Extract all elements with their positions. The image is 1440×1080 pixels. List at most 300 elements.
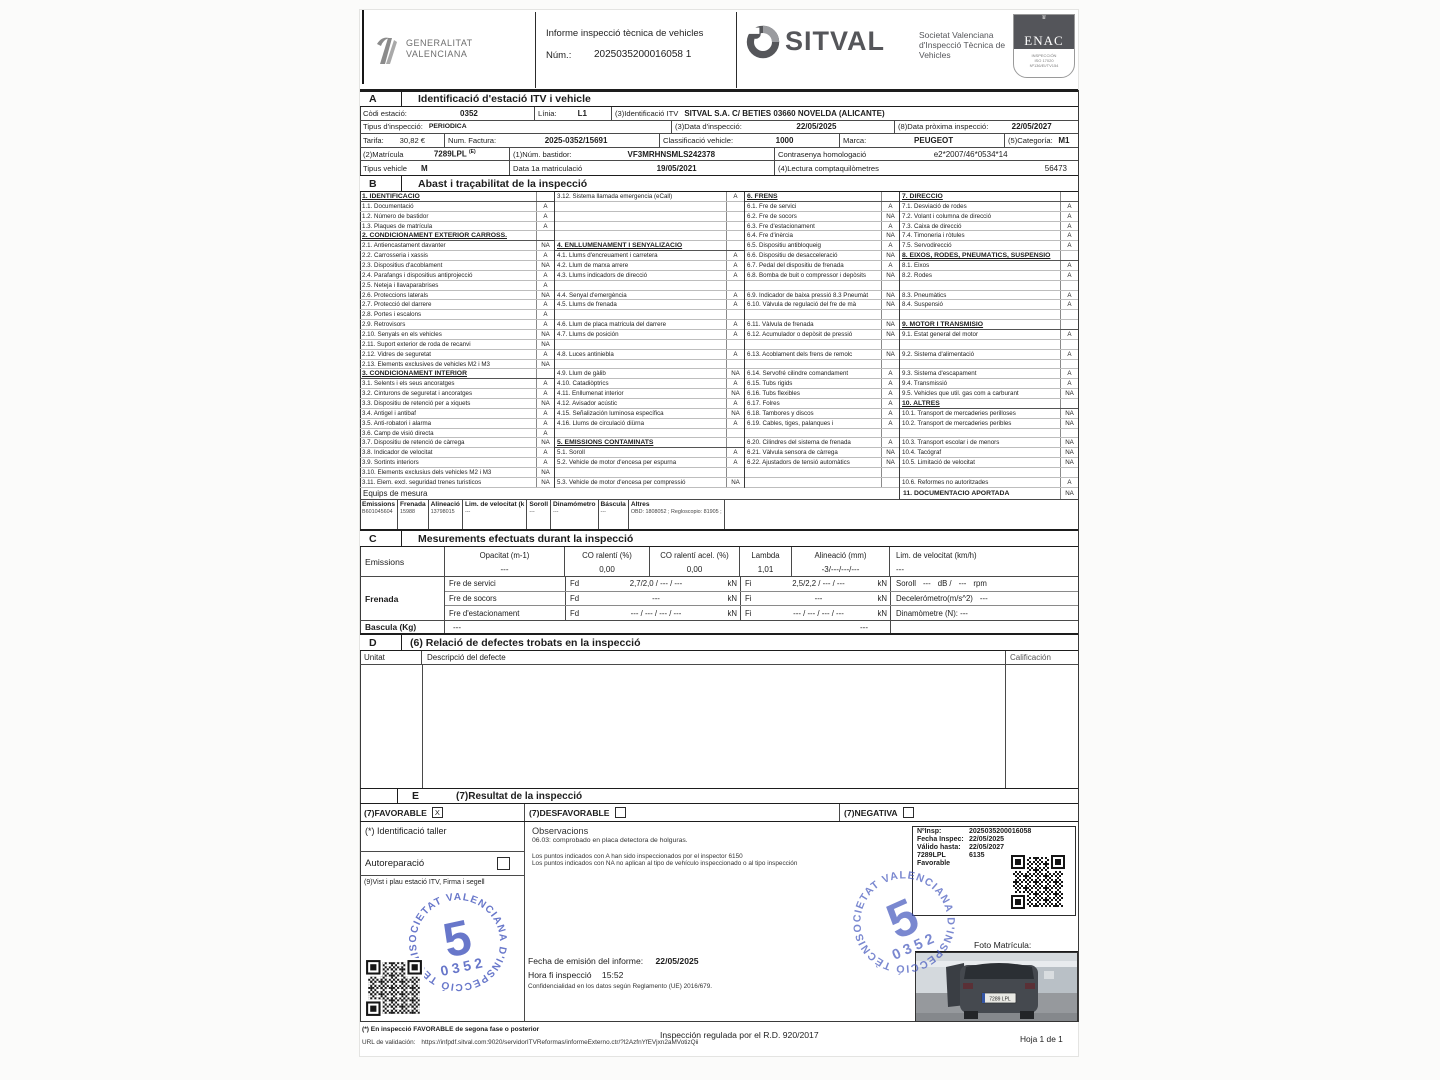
fi-label: Fi: [745, 579, 752, 589]
doc11-result: NA: [1060, 488, 1078, 499]
checklist-row: [900, 409, 1078, 419]
matricula-value: 7289LPL $^{(E)}$: [433, 149, 476, 159]
checklist-row: [555, 419, 744, 429]
opacitat-header: Opacitat (m-1): [479, 550, 530, 560]
checklist-item-result: A: [726, 379, 744, 388]
checklist-item-result: NA: [536, 291, 554, 300]
section-e-letter: E: [412, 790, 420, 802]
section-b-letter: B: [360, 176, 402, 191]
contrasenya-label: Contrasenya homologació: [778, 149, 867, 159]
checklist-row: [745, 389, 899, 399]
factura-label: Num. Factura:: [448, 135, 497, 145]
checklist-row: [360, 271, 554, 281]
checklist-row: [745, 340, 899, 350]
summary-inspector-number: 6135: [969, 852, 985, 859]
checklist-row: [555, 389, 744, 399]
checklist-item-label: 3.8. Indicador de velocitat: [362, 449, 433, 457]
checklist-item-result: NA: [536, 399, 554, 408]
checklist-row: [360, 241, 554, 251]
checklist-item-label: 6.9. Indicador de baixa pressió 8.3 Pneumàt: [747, 291, 869, 299]
bastidor-label: (1)Núm. bastidor:: [513, 149, 572, 159]
checklist-item-label: 6.13. Acoblament dels frens de remolc: [747, 350, 853, 358]
checklist-item-label: 2.10. Senyals en els vehicles: [362, 330, 442, 338]
negativa-checkbox: [903, 807, 914, 818]
checklist-row: [555, 231, 744, 241]
fi-label: Fi: [745, 594, 752, 603]
checklist-item-label: 3.6. Camp de visió directa: [362, 429, 434, 437]
checklist-item-result: [1060, 310, 1078, 319]
checklist-item-label: 3.12. Sistema llamada emergencia (eCall): [557, 192, 673, 200]
checklist-item-result: A: [1060, 202, 1078, 211]
checklist-row: [745, 251, 899, 261]
observacions-line-3: Los puntos indicados con NA no aplican al tipo de vehículo inspeccionado o al tipo inspección: [532, 860, 798, 867]
footer-page-number: Hoja 1 de 1: [1020, 1034, 1063, 1044]
defects-table-header: [360, 651, 1078, 665]
checklist-item-label: 6.2. Fre de socors: [747, 212, 797, 220]
checklist-item-result: NA: [536, 241, 554, 250]
checklist-item-label: 3.2. Cinturons de seguretat i ancoratges: [362, 390, 473, 398]
linia-label: Línia:: [538, 108, 557, 118]
tipus-vehicle-label: Tipus vehicle: [363, 163, 408, 173]
checklist-item-label: 1. IDENTIFICACIÓ: [362, 192, 420, 200]
section-c-bar: [360, 530, 1078, 547]
equipment-name: Dinamómetro: [553, 501, 596, 508]
checklist-item-label: 2.12. Vidres de seguretat: [362, 350, 432, 358]
checklist-row: [745, 281, 899, 291]
checklist-item-result: A: [1060, 231, 1078, 240]
equips-title: Equips de mesura: [360, 488, 900, 500]
checklist-item-result: NA: [881, 300, 899, 309]
checklist-row: [900, 251, 1078, 261]
a-row-5: [360, 161, 1078, 175]
checklist-item-result: A: [536, 320, 554, 329]
emision-value: 22/05/2025: [655, 956, 699, 966]
checklist-row: [745, 429, 899, 439]
hora-label: Hora fi inspecció: [528, 970, 592, 980]
lambda-value: 1,01: [757, 564, 774, 574]
enac-sub1: INSPECCIÓN: [1031, 53, 1057, 58]
checklist-item-label: 6.8. Bomba de buit o compressor i depòsits: [747, 271, 867, 279]
checklist-row: [900, 429, 1078, 439]
equipment-name: Altres: [630, 501, 650, 508]
checklist-row: [360, 212, 554, 222]
checklist-item-result: NA: [536, 438, 554, 447]
checklist-row: [900, 360, 1078, 370]
confidencialidad-note: Confidencialidad en los datos según Reglamento (UE) 2016/679.: [528, 983, 713, 990]
decelerometro-label: Decelerómetro(m/s^2): [896, 594, 973, 603]
checklist-item-result: [726, 281, 744, 290]
checklist-item-result: [726, 360, 744, 369]
checklist-item-result: [881, 192, 899, 201]
defects-table-body: [360, 665, 1078, 788]
checklist-row: [900, 231, 1078, 241]
checklist-item-label: 3.10. Elements exclusius dels vehicles M2 i M3: [362, 468, 492, 476]
checklist-row: [360, 222, 554, 232]
checklist-item-label: 9.3. Sistema d'escapament: [902, 370, 977, 378]
checklist-item-result: [726, 429, 744, 438]
ident-label: (3)Identificació ITV: [615, 108, 679, 118]
checklist-row: [360, 478, 554, 488]
checklist-row: [555, 241, 744, 251]
checklist-col-3: [745, 192, 900, 487]
checklist-row: [745, 261, 899, 271]
checklist-item-label: 6.14. Servofré cilindre comandament: [747, 370, 849, 378]
checklist-item-label: 5.3. Vehicle de motor d'encesa per compressió: [557, 478, 686, 486]
checklist-item-label: 7.5. Servodirecció: [902, 242, 952, 250]
checklist-item-label: 6.10. Vàlvula de regulació del fre de mà: [747, 301, 857, 309]
equipment-box: [398, 500, 429, 529]
fre-socors-fi-value: ---: [814, 594, 823, 603]
decelerometro-value: ---: [979, 594, 988, 603]
checklist-item-label: 2.11. Suport exterior de roda de recanvi: [362, 340, 471, 348]
fi-label: Fi: [745, 608, 752, 618]
checklist-row: [360, 360, 554, 370]
checklist-item-label: 3.1. Selents i els seus ancoratges: [362, 380, 455, 388]
checklist-item-result: A: [536, 458, 554, 467]
checklist-item-label: 2.5. Neteja i llavaparabrises: [362, 281, 439, 289]
checklist-item-label: 1.2. Número de bastidor: [362, 212, 429, 220]
gv-name-line1: GENERALITAT: [406, 38, 473, 48]
checklist-item-result: A: [1060, 291, 1078, 300]
categoria-label: (5)Categoría:: [1008, 135, 1053, 145]
checklist-row: [900, 369, 1078, 379]
checklist-item-label: 4.8. Luces antiniebla: [557, 350, 614, 358]
checklist-item-result: NA: [881, 212, 899, 221]
equipment-name: Soroll: [529, 501, 549, 508]
checklist-col-1: [360, 192, 555, 487]
negativa-label: (7)NEGATIVA: [844, 807, 898, 818]
checklist-item-result: NA: [881, 271, 899, 280]
alineacio-value: -3/---/---/---: [821, 564, 860, 574]
proxima-label: (8)Data pròxima inspecció:: [898, 122, 989, 132]
footer-regulation: Inspección regulada por el R.D. 920/2017: [660, 1030, 819, 1040]
checklist-item-result: A: [536, 448, 554, 457]
checklist-item-result: A: [1060, 241, 1078, 250]
desfavorable-label: (7)DESFAVORABLE: [529, 807, 610, 818]
equipment-box: [527, 500, 551, 529]
checklist-item-label: 8.4. Suspensió: [902, 301, 943, 309]
checklist-row: [360, 281, 554, 291]
equipment-name: Báscula: [600, 501, 626, 508]
checklist-row: [360, 320, 554, 330]
categoria-value: M1: [1058, 135, 1070, 145]
checklist-row: [555, 429, 744, 439]
checklist-item-result: A: [536, 212, 554, 221]
emision-label: Fecha de emisión del informe:: [528, 956, 644, 966]
checklist-row: [555, 271, 744, 281]
checklist-item-result: NA: [536, 468, 554, 477]
codi-value: 0352: [460, 108, 478, 118]
checklist-row: [360, 468, 554, 478]
section-e-title: (7)Resultat de la inspecció: [456, 790, 583, 802]
checklist-item-label: 2.9. Retrovisors: [362, 321, 406, 329]
checklist-item-result: A: [726, 271, 744, 280]
checklist-item-result: A: [536, 281, 554, 290]
checklist-row: [900, 468, 1078, 478]
sitval-logo-icon: [745, 24, 781, 60]
checklist-item-label: 10. ALTRES: [902, 399, 940, 407]
kn-unit: kN: [727, 594, 737, 603]
section-a-title: Identificació d'estació ITV i vehicle: [418, 93, 591, 105]
checklist-item-result: [726, 202, 744, 211]
tarifa-label: Tarifa:: [363, 135, 384, 145]
checklist-row: [745, 409, 899, 419]
lambda-header: Lambda: [751, 550, 780, 560]
proxima-value: 22/05/2027: [1011, 122, 1052, 132]
data-inspeccio-label: (3)Data d'inspecció:: [675, 122, 742, 132]
ninsp-value: 2025035200016058: [969, 828, 1032, 835]
checklist-item-label: 6.3. Fre d'estacionament: [747, 222, 815, 230]
ninsp-label: NºInsp:: [917, 828, 942, 835]
checklist-row: [745, 379, 899, 389]
gv-name-line2: VALENCIANA: [406, 49, 468, 59]
tipus-value: PERIODICA: [428, 123, 467, 131]
checklist-row: [360, 438, 554, 448]
section-c-letter: C: [360, 531, 402, 546]
checklist-item-label: 6.22. Ajustadors de tensió automàtics: [747, 459, 850, 467]
checklist-row: [555, 192, 744, 202]
checklist-item-result: A: [726, 330, 744, 339]
checklist-item-label: 8.2. Rodes: [902, 271, 932, 279]
opacitat-value: ---: [500, 564, 509, 574]
checklist-item-result: A: [726, 192, 744, 201]
checklist-row: [745, 419, 899, 429]
checklist-item-result: A: [726, 448, 744, 457]
checklist-row: [745, 320, 899, 330]
checklist-item-result: NA: [726, 409, 744, 418]
checklist-item-label: 2.7. Protecció del darrere: [362, 301, 432, 309]
checklist-item-result: A: [1060, 261, 1078, 270]
fre-servici-label: Fre de servici: [449, 579, 496, 589]
checklist-item-label: 9.2. Sistema d'alimentació: [902, 350, 975, 358]
tarifa-value: 30,82 €: [399, 135, 426, 145]
checklist-col-2: [555, 192, 745, 487]
equipment-serial: ---: [464, 509, 471, 515]
checklist-row: [900, 448, 1078, 458]
section-b-bar: [360, 175, 1078, 192]
checklist-item-label: 3.7. Dispositiu de retenció de càrrega: [362, 439, 465, 447]
checklist-row: [745, 448, 899, 458]
kn-unit: kN: [877, 594, 887, 603]
informe-title: Informe inspecció tècnica de vehicles: [546, 28, 704, 39]
ident-value: SITVAL S.A. C/ BETIES 03660 NOVELDA (ALICANTE): [684, 108, 885, 118]
documentacio-aportada-row: [900, 488, 1078, 500]
checklist-item-result: A: [1060, 350, 1078, 359]
checklist-item-result: NA: [881, 448, 899, 457]
bottom-block: [360, 822, 1078, 1022]
checklist-item-result: A: [726, 399, 744, 408]
checklist-item-result: A: [726, 251, 744, 260]
checklist-item-label: 8.1. Eixos: [902, 261, 930, 269]
soroll-label: Soroll: [896, 579, 916, 589]
checklist-item-result: NA: [881, 251, 899, 260]
equipment-serial: ---: [553, 509, 559, 515]
enac-sub2: ISO 17020: [1034, 58, 1054, 63]
checklist-row: [900, 281, 1078, 291]
section-d-letter: D: [360, 635, 402, 650]
kn-unit: kN: [727, 579, 737, 589]
checklist-row: [900, 320, 1078, 330]
checklist-row: [360, 379, 554, 389]
enac-name: ENAC: [1024, 33, 1064, 48]
checklist-row: [900, 340, 1078, 350]
a-row-1: [360, 107, 1078, 121]
checklist-item-result: NA: [536, 330, 554, 339]
checklist-item-label: 10.6. Reformes no autoritzades: [902, 478, 989, 486]
document-page: [360, 10, 1078, 1056]
valido-hasta-label: Válido hasta:: [917, 844, 961, 851]
checklist-item-label: 7. DIRECCIÓ: [902, 192, 943, 200]
a-row-2: [360, 121, 1078, 135]
lim-velocitat-value: ---: [896, 564, 904, 574]
checklist-item-result: A: [726, 300, 744, 309]
checklist-row: [360, 251, 554, 261]
co-acel-header: CO ralentí acel. (%): [660, 550, 729, 560]
checklist-item-result: A: [1060, 300, 1078, 309]
checklist-item-label: 9.1. Estat general del motor: [902, 330, 979, 338]
db-unit: dB /: [937, 579, 952, 589]
checklist-row: [745, 192, 899, 202]
frenada-row-label: Frenada: [360, 577, 445, 620]
checklist-item-label: 6.20. Cilindres del sistema de frenada: [747, 439, 851, 447]
checklist-row: [555, 202, 744, 212]
checklist-item-result: A: [881, 438, 899, 447]
fre-servici-row: [445, 577, 1078, 592]
checklist-item-result: A: [881, 389, 899, 398]
checklist-item-result: A: [726, 458, 744, 467]
autoreparacio-label: Autoreparació: [365, 858, 425, 869]
checklist-item-result: [726, 212, 744, 221]
checklist-item-label: 2.1. Antiencastament davanter: [362, 242, 446, 250]
section-c-title: Mesurements efectuats durant la inspecció: [418, 532, 634, 545]
equipment-name: Alineació: [430, 501, 460, 508]
checklist-item-label: 10.1. Transport de mercaderies perilloses: [902, 409, 1016, 417]
identificacio-taller-label: (*) Identificació taller: [360, 822, 524, 852]
checklist-item-label: 3.3. Dispositiu de retenció per a xiquets: [362, 399, 471, 407]
fd-label: Fd: [570, 594, 580, 603]
checklist-item-label: 3.11. Elem. excl. seguridad trenes turisticos: [362, 478, 482, 486]
checklist-item-result: [881, 468, 899, 477]
photo-license-plate: 7289 LPL: [989, 996, 1011, 1003]
contrasenya-value: e2*2007/46*0534*14: [933, 149, 1008, 159]
checklist-item-result: A: [726, 261, 744, 270]
checklist-item-result: A: [536, 271, 554, 280]
footer-url-row: [362, 1039, 698, 1046]
checklist-item-result: A: [536, 310, 554, 319]
checklist-row: [555, 458, 744, 468]
checklist-item-result: A: [726, 419, 744, 428]
autoreparacio-row: [360, 852, 524, 876]
checklist-row: [745, 271, 899, 281]
matriculacio-label: Data 1a matriculació: [513, 163, 583, 173]
checklist-item-result: [881, 478, 899, 487]
bascula-divider: [890, 621, 891, 633]
checklist-row: [745, 468, 899, 478]
checklist-item-result: A: [536, 389, 554, 398]
checklist-row: [555, 409, 744, 419]
checklist-item-label: 4.16. Llums de circulació diürna: [557, 419, 645, 427]
checklist-row: [745, 330, 899, 340]
validation-qr-code: [1009, 853, 1067, 911]
favorable-label: (7)FAVORABLE: [364, 807, 427, 818]
checklist-row: [555, 478, 744, 488]
checklist-item-result: A: [726, 350, 744, 359]
checklist-row: [900, 271, 1078, 281]
checklist-row: [360, 389, 554, 399]
checklist-item-result: [1060, 320, 1078, 329]
checklist-item-result: [881, 310, 899, 319]
footer-note: (*) En inspecció FAVORABLE de segona fase o posterior: [362, 1026, 540, 1033]
enac-sub3: Nº136/EI/TV154: [1029, 63, 1059, 68]
checklist-item-result: NA: [881, 320, 899, 329]
checklist-row: [900, 310, 1078, 320]
fecha-inspec-value: 22/05/2025: [969, 836, 1005, 843]
checklist-item-result: NA: [881, 291, 899, 300]
checklist-row: [555, 340, 744, 350]
matricula-label: (2)Matrícula: [363, 149, 404, 159]
checklist-item-result: A: [881, 222, 899, 231]
emision-row: [528, 956, 699, 966]
checklist-item-result: [726, 231, 744, 240]
checklist-item-result: [726, 340, 744, 349]
equipment-serial: B601045604: [362, 509, 393, 515]
checklist-item-label: 7.4. Timoneria i ròtules: [902, 232, 965, 240]
checklist-item-label: 6.17. Folres: [747, 399, 780, 407]
checklist-item-result: [1060, 360, 1078, 369]
fre-estacionament-fi-value: --- / --- / --- / ---: [793, 608, 844, 618]
checklist-item-label: 4.5. Llums de frenada: [557, 301, 617, 309]
checklist-item-label: 2. CONDICIONAMENT EXTERIOR CARROSS.: [362, 232, 508, 240]
classificacio-label: Classificació vehicle:: [663, 135, 734, 145]
checklist-row: [360, 310, 554, 320]
checklist-item-result: [726, 222, 744, 231]
equipment-box: [629, 500, 725, 529]
co-ralenti-header: CO ralentí (%): [582, 550, 632, 560]
checklist-row: [360, 231, 554, 241]
checklist-row: [900, 399, 1078, 409]
checklist-item-label: 10.5. Limitació de velocitat: [902, 459, 975, 467]
checklist-item-result: A: [1060, 222, 1078, 231]
data-inspeccio-value: 22/05/2025: [796, 122, 837, 132]
equipment-box: [429, 500, 463, 529]
checklist-row: [900, 241, 1078, 251]
checklist-item-label: 6.6. Dispositiu de desacceleració: [747, 252, 838, 260]
checklist-item-result: NA: [881, 350, 899, 359]
checklist-row: [555, 281, 744, 291]
bascula-value-2: ---: [860, 622, 868, 632]
checklist-row: [900, 300, 1078, 310]
checklist-row: [555, 310, 744, 320]
checklist-row: [745, 399, 899, 409]
section-a-bar: [360, 90, 1078, 107]
bastidor-value: VF3MRHNSMLS242378: [627, 149, 716, 159]
checklist-item-result: [1060, 340, 1078, 349]
tipus-label: Tipus d'inspecció:: [363, 122, 423, 132]
equipment-name: Frenada: [399, 501, 426, 508]
checklist-row: [900, 419, 1078, 429]
checklist-item-result: NA: [1060, 438, 1078, 447]
checklist-row: [745, 438, 899, 448]
descripcio-header: Descripció del defecte: [427, 653, 506, 662]
fd-label: Fd: [570, 608, 580, 618]
checklist-row: [360, 340, 554, 350]
observacions-line-1: 06.03: comprobado en placa detectora de holguras.: [532, 837, 688, 844]
checklist-item-label: 8. EIXOS, RODES, PNEUMÀTICS, SUSPENSIÓ: [902, 252, 1051, 260]
fre-estacionament-fd-value: --- / --- / --- / ---: [630, 608, 682, 618]
checklist-item-result: [881, 429, 899, 438]
section-e-bar: [360, 788, 1078, 804]
equipment-name: Emissions: [362, 501, 395, 508]
